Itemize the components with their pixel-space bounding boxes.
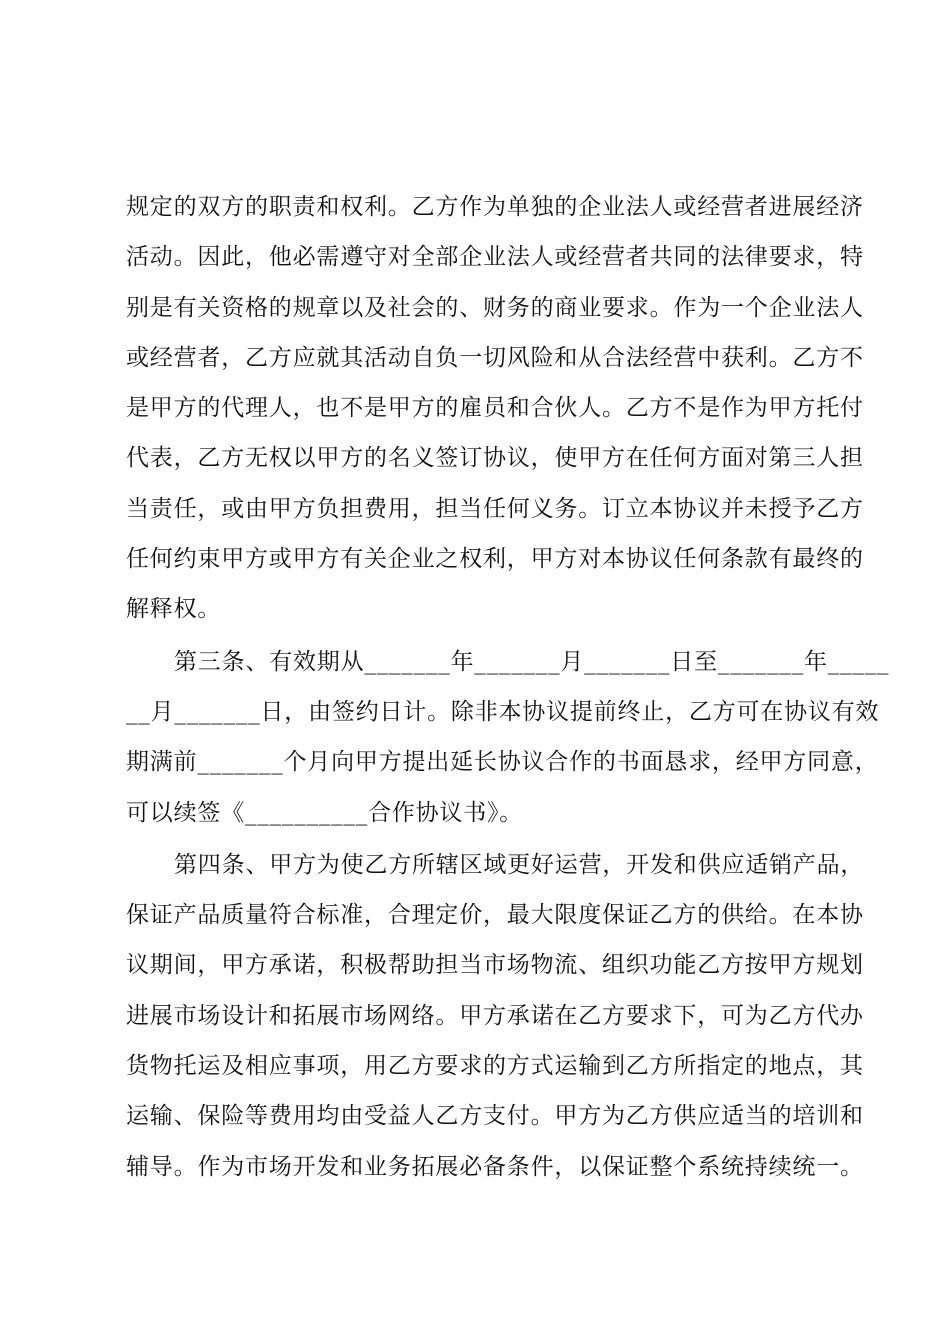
article-3-paragraph [126,637,890,838]
text-line: 运输、保险等费用均由受益人乙方支付。甲方为乙方供应适当的培训和 [126,1103,864,1130]
text-line: 议期间，甲方承诺，积极帮助担当市场物流、组织功能乙方按甲方规划 [126,952,864,979]
text-line: __月_______日，由签约日计。除非本协议提前终止，乙方可在协议有效 [126,698,880,725]
text-line: 代表，乙方无权以甲方的名义签订协议，使甲方在任何方面对第三人担 [126,445,864,472]
text-line: 当责任，或由甲方负担费用，担当任何义务。订立本协议并未授予乙方 [126,495,864,522]
text-line: 第四条、甲方为使乙方所辖区域更好运营，开发和供应适销产品， [174,851,865,878]
text-line: 货物托运及相应事项，用乙方要求的方式运输到乙方所指定的地点，其 [126,1053,864,1080]
document-body [126,182,890,1192]
text-line: 可以续签《__________合作协议书》。 [126,799,524,826]
article-4-paragraph [126,840,865,1192]
text-line: 是甲方的代理人，也不是甲方的雇员和合伙人。乙方不是作为甲方托付 [126,395,864,422]
text-line: 进展市场设计和拓展市场网络。甲方承诺在乙方要求下，可为乙方代办 [126,1002,864,1029]
text-line: 活动。因此，他必需遵守对全部企业法人或经营者共同的法律要求，特 [126,244,864,271]
text-line: 解释权。 [126,596,222,623]
text-line: 期满前_______个月向甲方提出延长协议合作的书面恳求，经甲方同意， [126,749,879,776]
text-line: 或经营者，乙方应就其活动自负一切风险和从合法经营中获利。乙方不 [126,344,864,371]
text-line: 保证产品质量符合标准，合理定价，最大限度保证乙方的供给。在本协 [126,902,864,929]
text-line: 别是有关资格的规章以及社会的、财务的商业要求。作为一个企业法人 [126,294,864,321]
text-line: 辅导。作为市场开发和业务拓展必备条件，以保证整个系统持续统一。 [126,1153,864,1180]
text-line: 规定的双方的职责和权利。乙方作为单独的企业法人或经营者进展经济 [126,194,864,220]
paragraph-continuation [126,182,864,635]
text-line: 第三条、有效期从_______年_______月_______日至_______年_____ [174,648,890,675]
text-line: 任何约束甲方或甲方有关企业之权利，甲方对本协议任何条款有最终的 [126,546,864,573]
